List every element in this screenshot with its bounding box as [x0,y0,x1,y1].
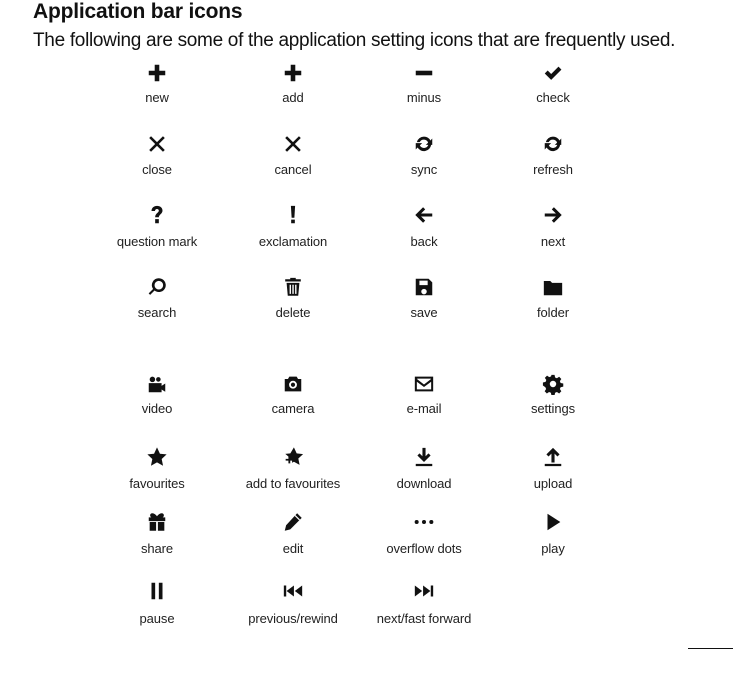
icon-label: cancel [274,162,312,177]
sync-icon [412,133,436,155]
icon-label: add to favourites [245,476,341,491]
star-plus-icon [281,446,305,468]
icon-label: share [140,541,174,556]
check-icon [541,62,565,84]
icon-label: camera [271,401,315,416]
footer-rule [688,648,733,649]
arrow-right-icon [541,204,565,226]
icon-label: minus [406,90,442,105]
question-mark-icon [145,204,169,226]
icon-label: add [282,90,304,105]
icon-label: close [142,162,172,177]
folder-icon [541,276,565,298]
icon-cell-refresh [473,133,633,177]
pause-icon [145,580,169,602]
icon-label: pause [139,611,175,626]
trash-icon [281,276,305,298]
close-icon [145,133,169,155]
pencil-icon [281,511,305,533]
icon-label: previous/rewind [248,611,338,626]
star-icon [145,446,169,468]
icon-label: check [536,90,570,105]
plus-icon [145,62,169,84]
icon-label: new [145,90,169,105]
intro-text: The following are some of the application setting icons that are frequently used. [33,30,676,51]
icon-label: play [541,541,565,556]
refresh-icon [541,133,565,155]
icon-label: overflow dots [386,541,462,556]
fast-forward-icon [412,580,436,602]
floppy-disk-icon [412,276,436,298]
icon-cell-folder [473,276,633,320]
plus-icon [281,62,305,84]
icon-label: question mark [116,234,198,249]
icon-label: refresh [533,162,573,177]
icon-label: settings [530,401,575,416]
icon-label: upload [533,476,573,491]
download-icon [412,446,436,468]
icon-label: folder [537,305,569,320]
play-icon [541,511,565,533]
icon-label: back [410,234,438,249]
icon-cell-next-fast-forward [344,580,504,626]
icon-label: sync [410,162,438,177]
icon-label: next/fast forward [376,611,472,626]
icon-label: edit [282,541,304,556]
upload-icon [541,446,565,468]
close-icon [281,133,305,155]
icon-cell-check [473,62,633,105]
envelope-icon [412,373,436,395]
icon-label: exclamation [258,234,328,249]
overflow-dots-icon [412,511,436,533]
icon-label: search [137,305,177,320]
icon-cell-play [473,511,633,556]
search-icon [145,276,169,298]
rewind-icon [281,580,305,602]
gift-icon [145,511,169,533]
icon-label: download [396,476,452,491]
video-camera-icon [145,373,169,395]
icon-label: e-mail [406,401,442,416]
page-heading: Application bar icons [33,0,243,23]
icon-cell-settings [473,373,633,416]
icon-label: next [540,234,566,249]
arrow-left-icon [412,204,436,226]
icon-label: favourites [129,476,185,491]
icon-cell-upload [473,446,633,491]
minus-icon [412,62,436,84]
camera-icon [281,373,305,395]
gear-icon [541,373,565,395]
icon-label: video [141,401,173,416]
icon-label: delete [275,305,311,320]
exclamation-icon [281,204,305,226]
icon-cell-next [473,204,633,249]
icon-label: save [410,305,438,320]
